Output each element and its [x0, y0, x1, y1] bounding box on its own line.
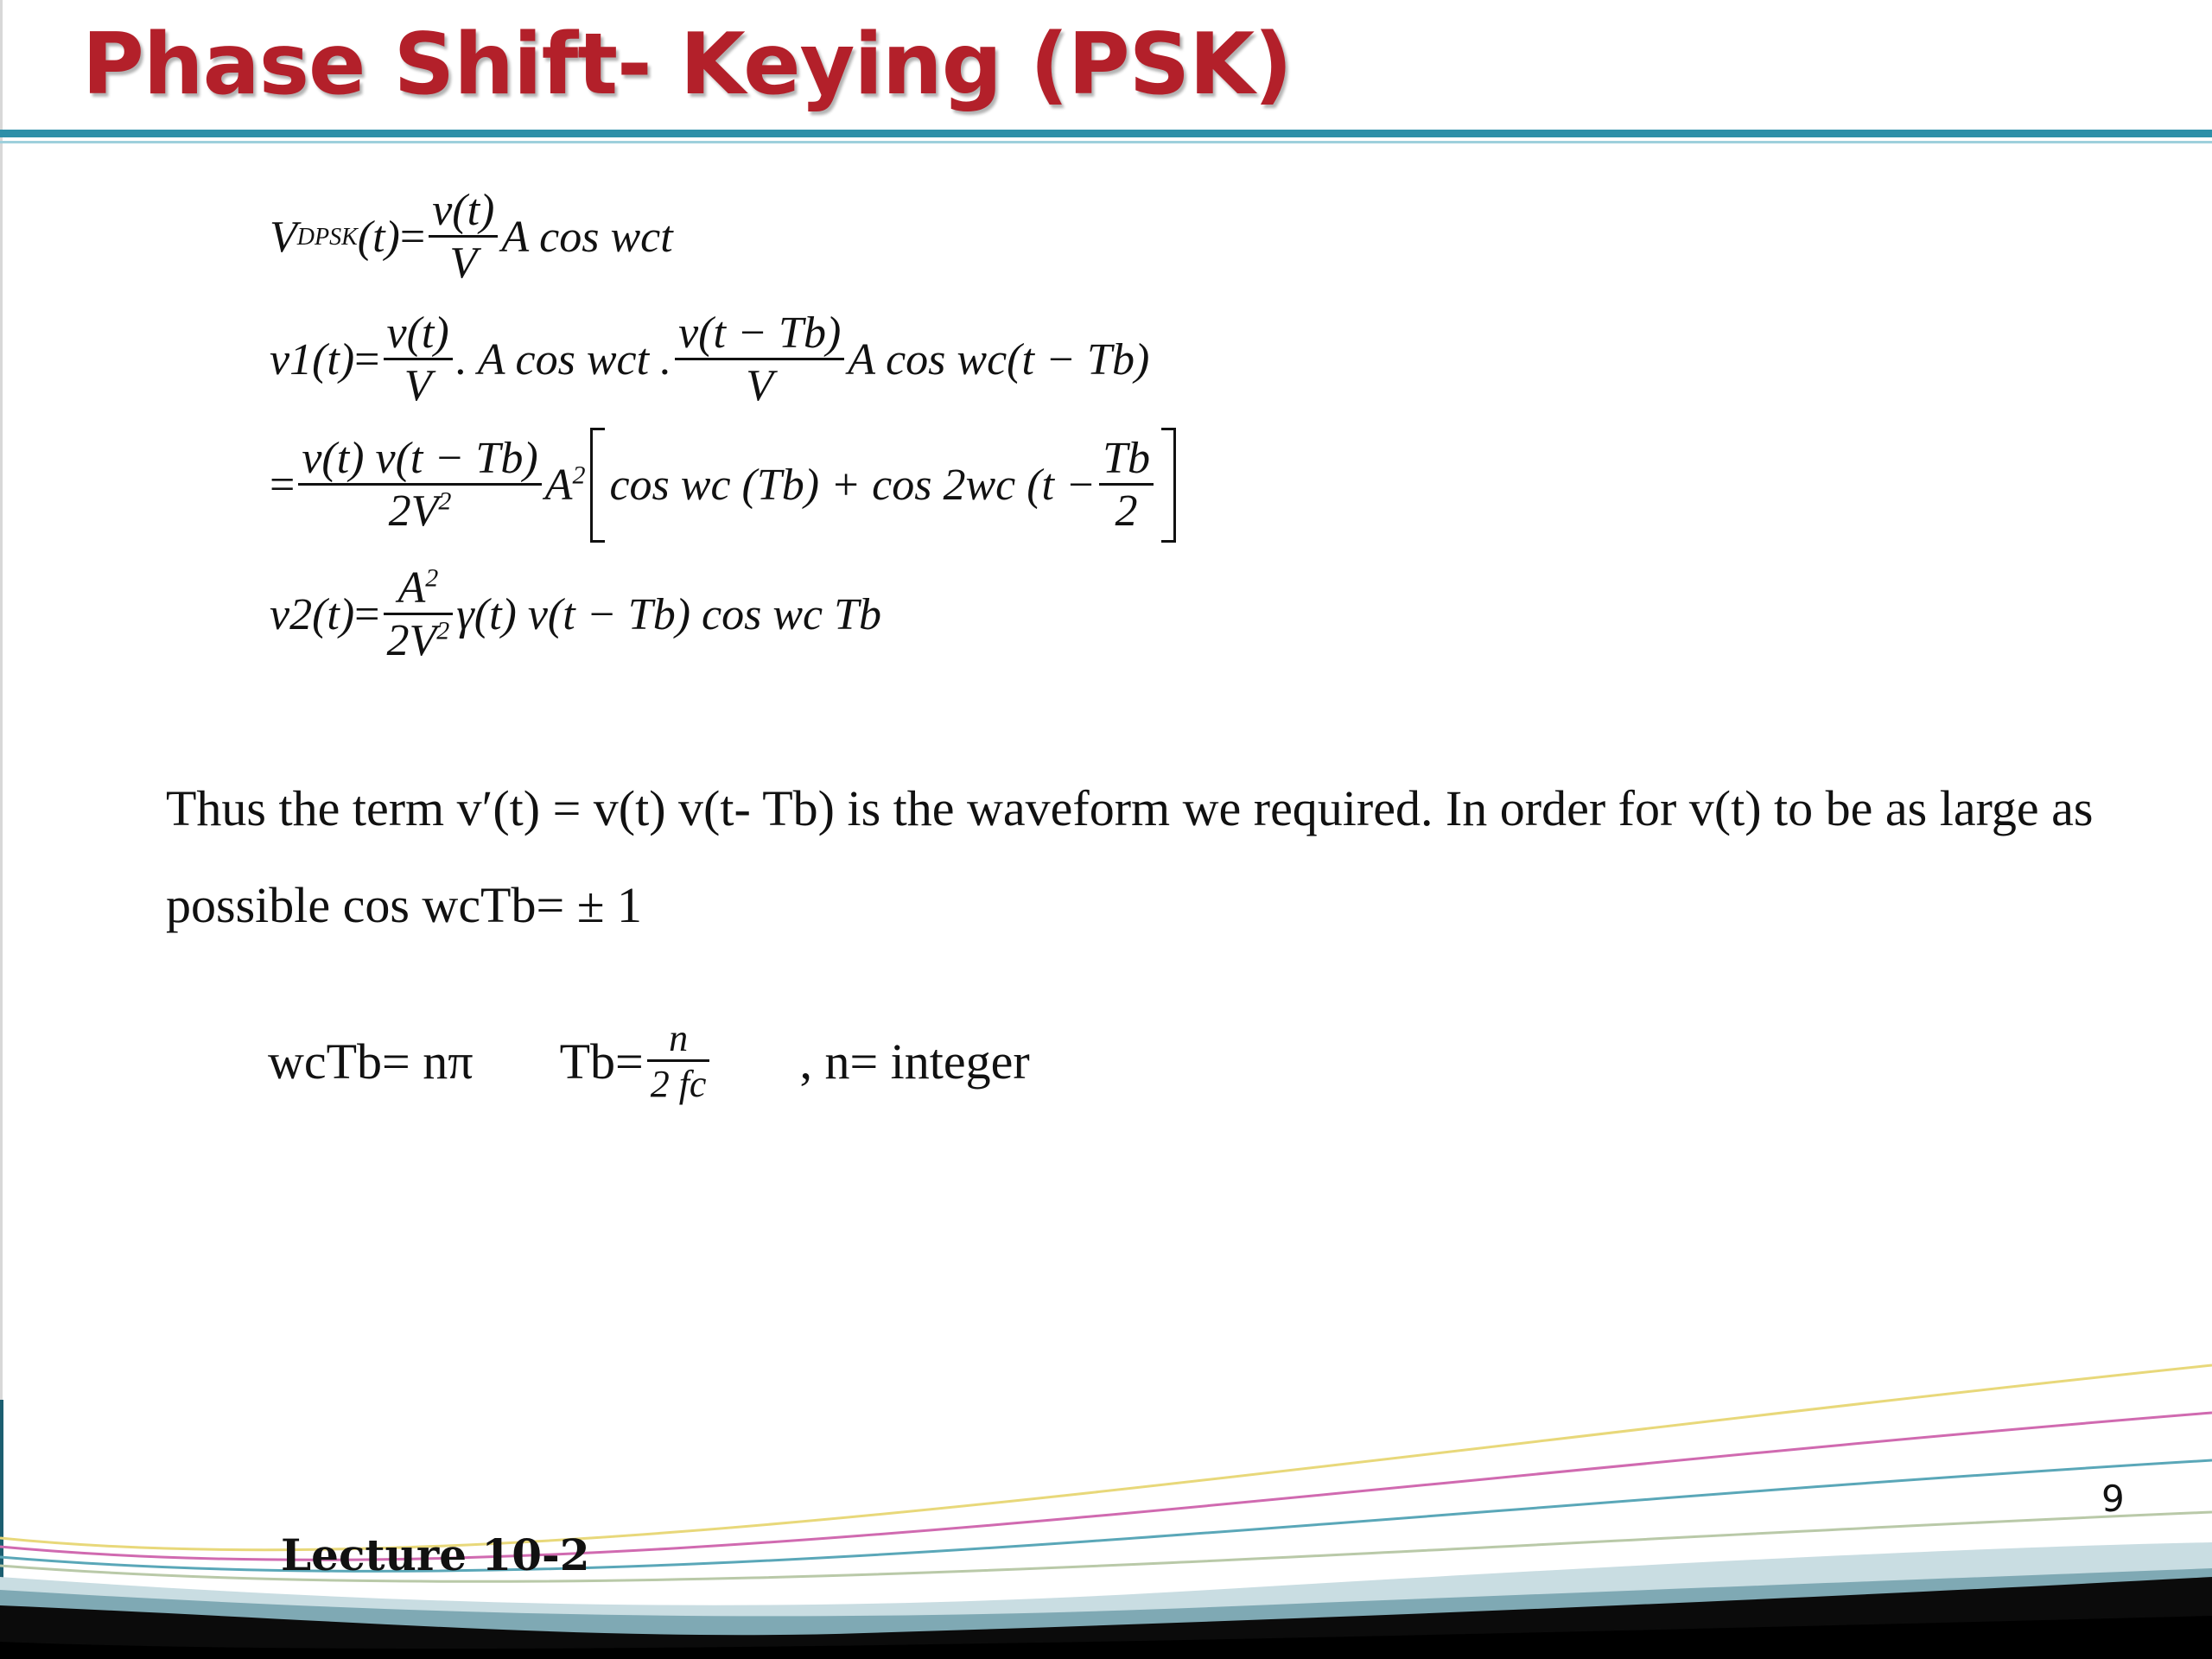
eq3-inner-numerator: Tb — [1103, 434, 1151, 483]
eq2-numerator-2: v(t − Tb) — [678, 308, 842, 358]
eq4-numerator: $A^2$ — [397, 563, 439, 613]
eq2-tail: A cos wc(t − Tb) — [848, 335, 1150, 385]
decorative-swoosh — [0, 1331, 2212, 1659]
eq1-fraction — [429, 188, 498, 286]
formula-fraction-numerator: n — [669, 1017, 689, 1059]
formula-part-2: Tb= — [559, 1033, 644, 1090]
page-number: 9 — [2101, 1478, 2125, 1520]
eq2-denominator-1: V — [404, 361, 432, 410]
equation-1: V DPSK (t) = $\frac{v(t)}{V}$ A cos wct — [270, 186, 673, 288]
eq1-tail: A cos wct — [501, 213, 673, 262]
eq3-fraction — [298, 436, 541, 534]
slide-left-edge — [0, 0, 3, 1400]
eq3-inner: cos wc (Tb) + cos 2wc (t − — [609, 461, 1096, 510]
eq2-equals: = — [354, 335, 380, 385]
title-underline — [0, 130, 2212, 137]
condition-formula — [268, 1017, 1030, 1105]
equation-3 — [270, 436, 1176, 534]
eq1-lhs: V — [270, 213, 297, 262]
footer-lecture-label: Lecture 10-2 — [281, 1529, 590, 1580]
eq4-lhs: v2(t) — [270, 590, 355, 639]
eq2-denominator-2: V — [746, 361, 774, 410]
equation-4 — [270, 563, 882, 665]
eq3-bracket — [590, 436, 1176, 534]
eq4-denominator: $2V^2$ — [386, 616, 450, 665]
eq4-equals: = — [354, 590, 380, 639]
eq4-tail: γ(t) v(t − Tb) cos wc Tb — [456, 590, 882, 639]
eq1-numerator: v(t) — [432, 186, 495, 235]
formula-fraction — [647, 1017, 710, 1105]
eq3-amplitude: $A^2$ — [544, 461, 586, 510]
eq3-denominator: $2V^2$ — [388, 486, 452, 536]
body-paragraph: Thus the term v′(t) = v(t) v(t- Tb) is the waveform we required. In order for v(t) to be as large as possible cos wcTb= ± 1 — [166, 780, 2094, 933]
equation-2 — [270, 308, 1150, 410]
eq4-fraction — [384, 563, 454, 665]
eq2-fraction-2 — [675, 308, 844, 410]
formula-fraction-denominator: 2 fc — [650, 1063, 707, 1105]
eq3-inner-fraction — [1099, 436, 1154, 534]
eq2-lhs: v1(t) — [270, 335, 355, 385]
eq3-equals: = — [270, 461, 296, 510]
eq1-equals: = — [399, 213, 426, 262]
eq2-fraction-1 — [384, 308, 453, 410]
formula-part-1: wcTb= nπ — [268, 1033, 474, 1090]
eq3-inner-denominator: 2 — [1115, 486, 1138, 536]
slide-title: Phase Shift- Keying (PSK) — [82, 16, 1292, 114]
eq1-arg: (t) — [357, 213, 400, 262]
eq2-middle: . A cos wct . — [455, 335, 672, 385]
eq2-numerator-1: v(t) — [386, 308, 449, 358]
formula-part-3: , n= integer — [799, 1033, 1030, 1090]
eq3-numerator: v(t) v(t − Tb) — [302, 434, 538, 483]
eq1-denominator: V — [449, 238, 478, 288]
title-underline-thin — [0, 141, 2212, 143]
